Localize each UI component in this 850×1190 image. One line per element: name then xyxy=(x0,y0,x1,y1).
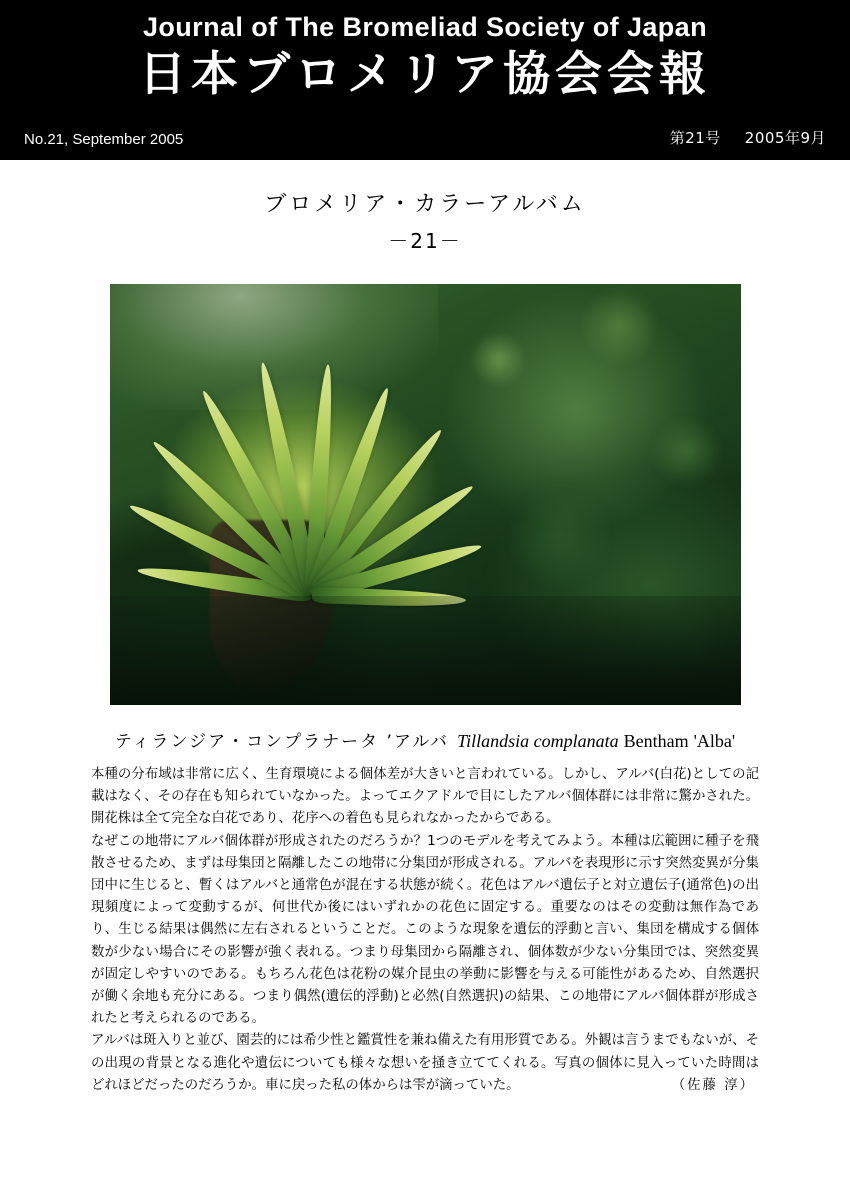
photo-caption xyxy=(75,727,775,752)
article-title-number: －21－ xyxy=(388,229,462,253)
masthead xyxy=(0,0,850,160)
issue-japanese xyxy=(670,127,826,148)
body-paragraph-1: 本種の分布域は非常に広く、生育環境による個体差が大きいと言われている。しかし、アルバ(白花)としての記載はなく、その存在も知られていなかった。よってエクアドルで目にしたアルバ個体群には非常に驚かされた。開花株は全て完全な白花であり、花序への着色も見られなかったからである。 xyxy=(91,767,759,827)
caption-cultivar: 'Alba' xyxy=(693,731,736,751)
issue-date-japanese: 2005年9月 xyxy=(744,129,826,147)
author-signature: （佐藤 淳） xyxy=(671,1078,755,1094)
body-paragraph-3: アルバは斑入りと並び、園芸的には希少性と鑑賞性を兼ね備えた有用形質である。外観は言うまでもないが、その出現の背景となる進化や遺伝についても様々な想いを掻き立ててくれる。写真の個体に見入っていた時間はどれほどだったのだろうか。車に戻った私の体からは雫が滴っていた。 xyxy=(91,1033,759,1093)
photo-image xyxy=(110,284,741,705)
article-body xyxy=(91,764,759,1097)
issue-line xyxy=(0,127,850,148)
caption-japanese-name: ティランジア・コンプラナータ ’アルバ xyxy=(114,732,450,752)
bromeliad-photo xyxy=(110,284,741,705)
body-paragraph-2: なぜこの地帯にアルバ個体群が形成されたのだろうか？1つのモデルを考えてみよう。本種は広範囲に種子を飛散させるため、まずは母集団と隔離したこの地帯に分集団が形成される。アルバを表現形に示す突然変異が分集団中に生じると、暫くはアルバと通常色が混在する状態が続く。花色はアルバ遺伝子と対立遺伝子(通常色)の出現頻度によって変動するが、何世代か後にはいずれかの花色に固定する。重要なのはその変動は無作為であり、生じる結果は偶然に左右されるということだ。このような現象を遺伝的浮動と言い、集団を構成する個体数が少ない場合にその影響が強く表れる。つまり母集団から隔離され、個体数が少ない分集団では、突然変異が固定しやすいのである。もちろん花色は花粉の媒介昆虫の挙動に影響を与える可能性があるため、自然選択が働く余地も充分にある。つまり偶然(遺伝的浮動)と必然(自然選択)の結果、この地帯にアルバ個体群が形成されたと考えられるのである。 xyxy=(91,833,759,1027)
issue-number-japanese: 第21号 xyxy=(669,129,721,147)
journal-title-japanese: 日本ブロメリア協会会報 xyxy=(139,47,711,102)
caption-scientific-name: Tillandsia complanata xyxy=(457,731,619,751)
article-title-main: ブロメリア・カラーアルバム xyxy=(264,192,586,217)
photo-foreground-shadow xyxy=(110,596,741,705)
issue-english: No.21, September 2005 xyxy=(24,131,184,148)
article-title xyxy=(0,188,850,258)
caption-authority: Bentham xyxy=(623,731,689,751)
journal-title-english: Journal of The Bromeliad Society of Japan xyxy=(142,12,707,42)
